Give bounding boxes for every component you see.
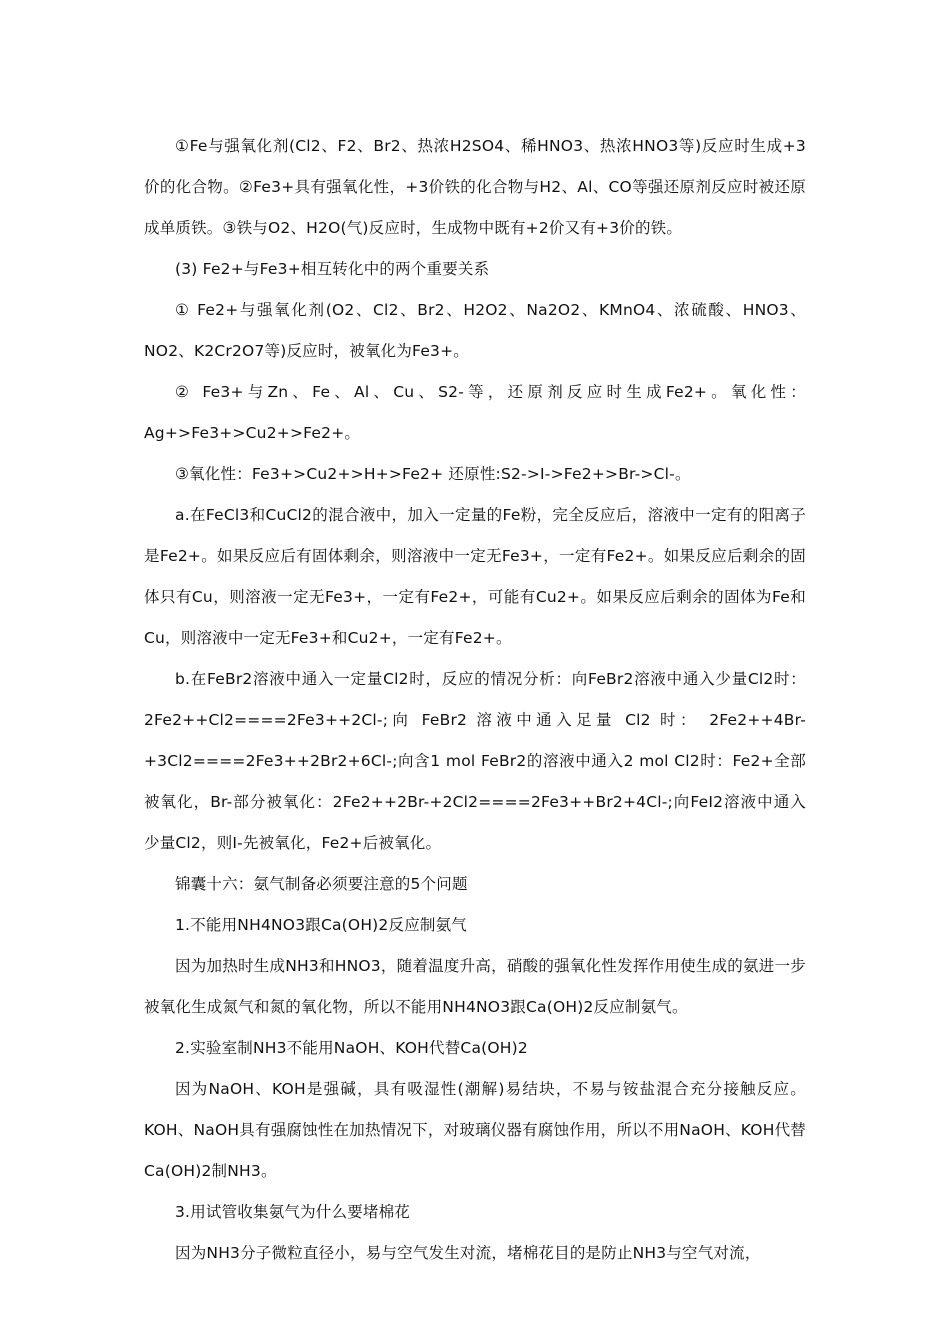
paragraph-tip-16-heading: 锦囊十六：氨气制备必须要注意的5个问题 bbox=[175, 875, 468, 893]
paragraph-iron-strong-oxidizers: ①Fe与强氧化剂(Cl2、F2、Br2、热浓H2SO4、稀HNO3、热浓HNO3等)反应时生成+3价的化合物。②Fe3+具有强氧化性，+3价铁的化合物与H2、Al、CO等强还原剂反应时被还原成单质铁。③铁与O2、H2O(气)反应时，生成物中既有+2价又有+3价的铁。 bbox=[144, 137, 806, 237]
paragraph-case-b: b.在FeBr2溶液中通入一定量Cl2时，反应的情况分析：向FeBr2溶液中通入少量Cl2时： 2Fe2++Cl2====2Fe3++2Cl-;向 FeBr2 溶液中通入足量 Cl2 时： 2Fe2++4Br-+3Cl2====2Fe3++2Br2+6Cl-;向含1 mol FeBr2的溶液中通入2 mol Cl2时：Fe2+全部被氧化，Br-部分被氧化：2Fe2++2Br-+2Cl2====2Fe3++Br2+4Cl-;向FeI2溶液中通入少量Cl2，则I-先被氧化，Fe2+后被氧化。 bbox=[144, 670, 806, 852]
paragraph-fe3-reduction: ② Fe3+与Zn、Fe、Al、Cu、S2-等，还原剂反应时生成Fe2+。氧化性：Ag+>Fe3+>Cu2+>Fe2+。 bbox=[144, 383, 806, 442]
paragraph-fe2-oxidation: ① Fe2+与强氧化剂(O2、Cl2、Br2、H2O2、Na2O2、KMnO4、浓硫酸、HNO3、NO2、K2Cr2O7等)反应时，被氧化为Fe3+。 bbox=[144, 301, 806, 360]
paragraph-point-1-body: 因为加热时生成NH3和HNO3，随着温度升高，硝酸的强氧化性发挥作用使生成的氨进一步被氧化生成氮气和氮的氧化物，所以不能用NH4NO3跟Ca(OH)2反应制氨气。 bbox=[144, 957, 806, 1016]
paragraph-case-a: a.在FeCl3和CuCl2的混合液中，加入一定量的Fe粉，完全反应后，溶液中一定有的阳离子是Fe2+。如果反应后有固体剩余，则溶液中一定无Fe3+，一定有Fe2+。如果反应后剩余的固体只有Cu，则溶液一定无Fe3+，一定有Fe2+，可能有Cu2+。如果反应后剩余的固体为Fe和Cu，则溶液中一定无Fe3+和Cu2+，一定有Fe2+。 bbox=[144, 506, 806, 647]
paragraph-point-2-heading: 2.实验室制NH3不能用NaOH、KOH代替Ca(OH)2 bbox=[175, 1039, 528, 1057]
paragraph-point-3-heading: 3.用试管收集氨气为什么要堵棉花 bbox=[175, 1203, 410, 1221]
paragraph-point-2-body: 因为NaOH、KOH是强碱，具有吸湿性(潮解)易结块，不易与铵盐混合充分接触反应。KOH、NaOH具有强腐蚀性在加热情况下，对玻璃仪器有腐蚀作用，所以不用NaOH、KOH代替Ca(OH)2制NH3。 bbox=[144, 1080, 806, 1180]
paragraph-point-1-heading: 1.不能用NH4NO3跟Ca(OH)2反应制氨气 bbox=[175, 916, 467, 934]
paragraph-oxidizing-order: ③氧化性：Fe3+>Cu2+>H+>Fe2+ 还原性:S2->I->Fe2+>Br->Cl-。 bbox=[175, 465, 691, 483]
paragraph-point-3-body: 因为NH3分子微粒直径小，易与空气发生对流，堵棉花目的是防止NH3与空气对流， bbox=[175, 1244, 761, 1262]
paragraph-section-3-heading: (3) Fe2+与Fe3+相互转化中的两个重要关系 bbox=[175, 260, 490, 278]
